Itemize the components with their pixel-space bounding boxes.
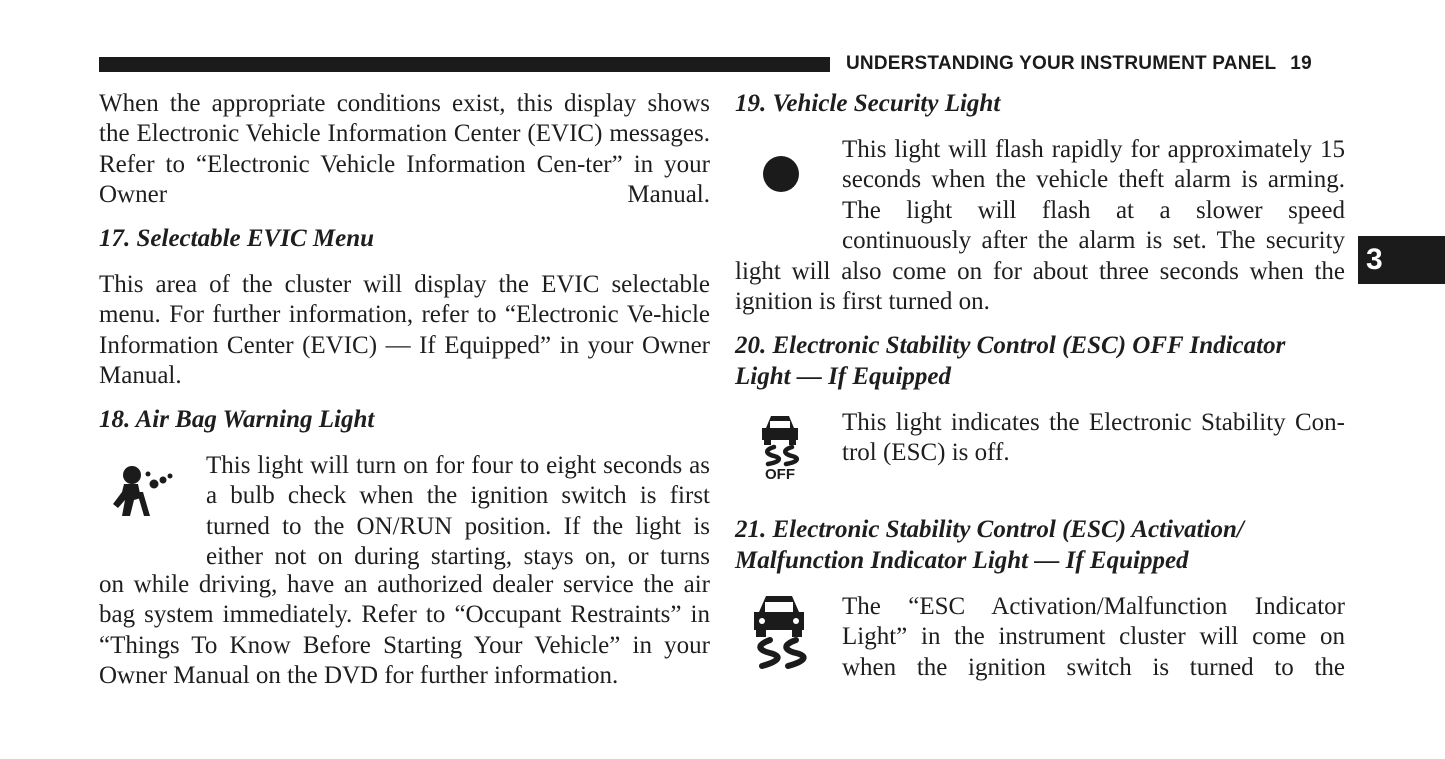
chapter-tab: [1358, 236, 1445, 284]
chapter-number: 3: [1366, 243, 1383, 276]
section-19-body-beside-icon: This light will flash rapidly for approximately 15 seconds when the vehicle theft alarm is arming. The light will flash at a slower speed continuously after the alarm is set. The security: [842, 136, 1345, 255]
page-number: 19: [1290, 53, 1312, 74]
esc-off-icon-label: OFF: [765, 466, 795, 482]
section-19-heading: 19. Vehicle Security Light: [735, 90, 1001, 117]
section-17-body: This area of the cluster will display the EVIC selectable menu. For further information, refer to “Electronic Ve-hicle Information Center (EVIC) — If Equipped” in your Owner Manual.: [99, 271, 710, 390]
section-18-heading: 18. Air Bag Warning Light: [99, 406, 375, 433]
section-18-body-beside-icon: This light will turn on for four to eight seconds as a bulb check when the ignition switch is first turned to the ON/RUN position. If the light is either not on during starting, stays on, or turns: [206, 452, 710, 571]
header-rule: [99, 57, 830, 72]
section-20-heading-line-2: Light — If Equipped: [735, 363, 951, 390]
airbag-warning-icon: [110, 462, 176, 518]
esc-off-icon: [752, 410, 808, 482]
security-light-icon: [762, 155, 800, 193]
section-19-body-rest: light will also come on for about three seconds when the ignition is first turned on.: [735, 258, 1345, 316]
esc-activation-icon: [744, 588, 814, 672]
intro-paragraph: When the appropriate conditions exist, this display shows the Electronic Vehicle Information Center (EVIC) messages. Refer to “Electronic Vehicle Information Cen-ter” in your Owner Manual.: [99, 90, 710, 209]
running-header: [846, 53, 1312, 75]
header-title: UNDERSTANDING YOUR INSTRUMENT PANEL: [846, 53, 1277, 74]
section-21-heading-line-1: 21. Electronic Stability Control (ESC) Activation/: [735, 516, 1244, 543]
section-18-body-rest: on while driving, have an authorized dealer service the air bag system immediately. Refer to “Occupant Restraints” in “Things To Know Before Starting Your Vehicle” in your Owner Manual on the DVD for further information.: [99, 571, 710, 690]
section-21-body: The “ESC Activation/Malfunction Indicator Light” in the instrument cluster will come on when the ignition switch is turned to the: [842, 593, 1345, 681]
section-20-body: This light indicates the Electronic Stability Con-trol (ESC) is off.: [842, 409, 1345, 467]
section-17-heading: 17. Selectable EVIC Menu: [99, 225, 375, 252]
section-21-heading-line-2: Malfunction Indicator Light — If Equipped: [735, 547, 1189, 574]
section-20-heading-line-1: 20. Electronic Stability Control (ESC) OFF Indicator: [735, 332, 1286, 359]
